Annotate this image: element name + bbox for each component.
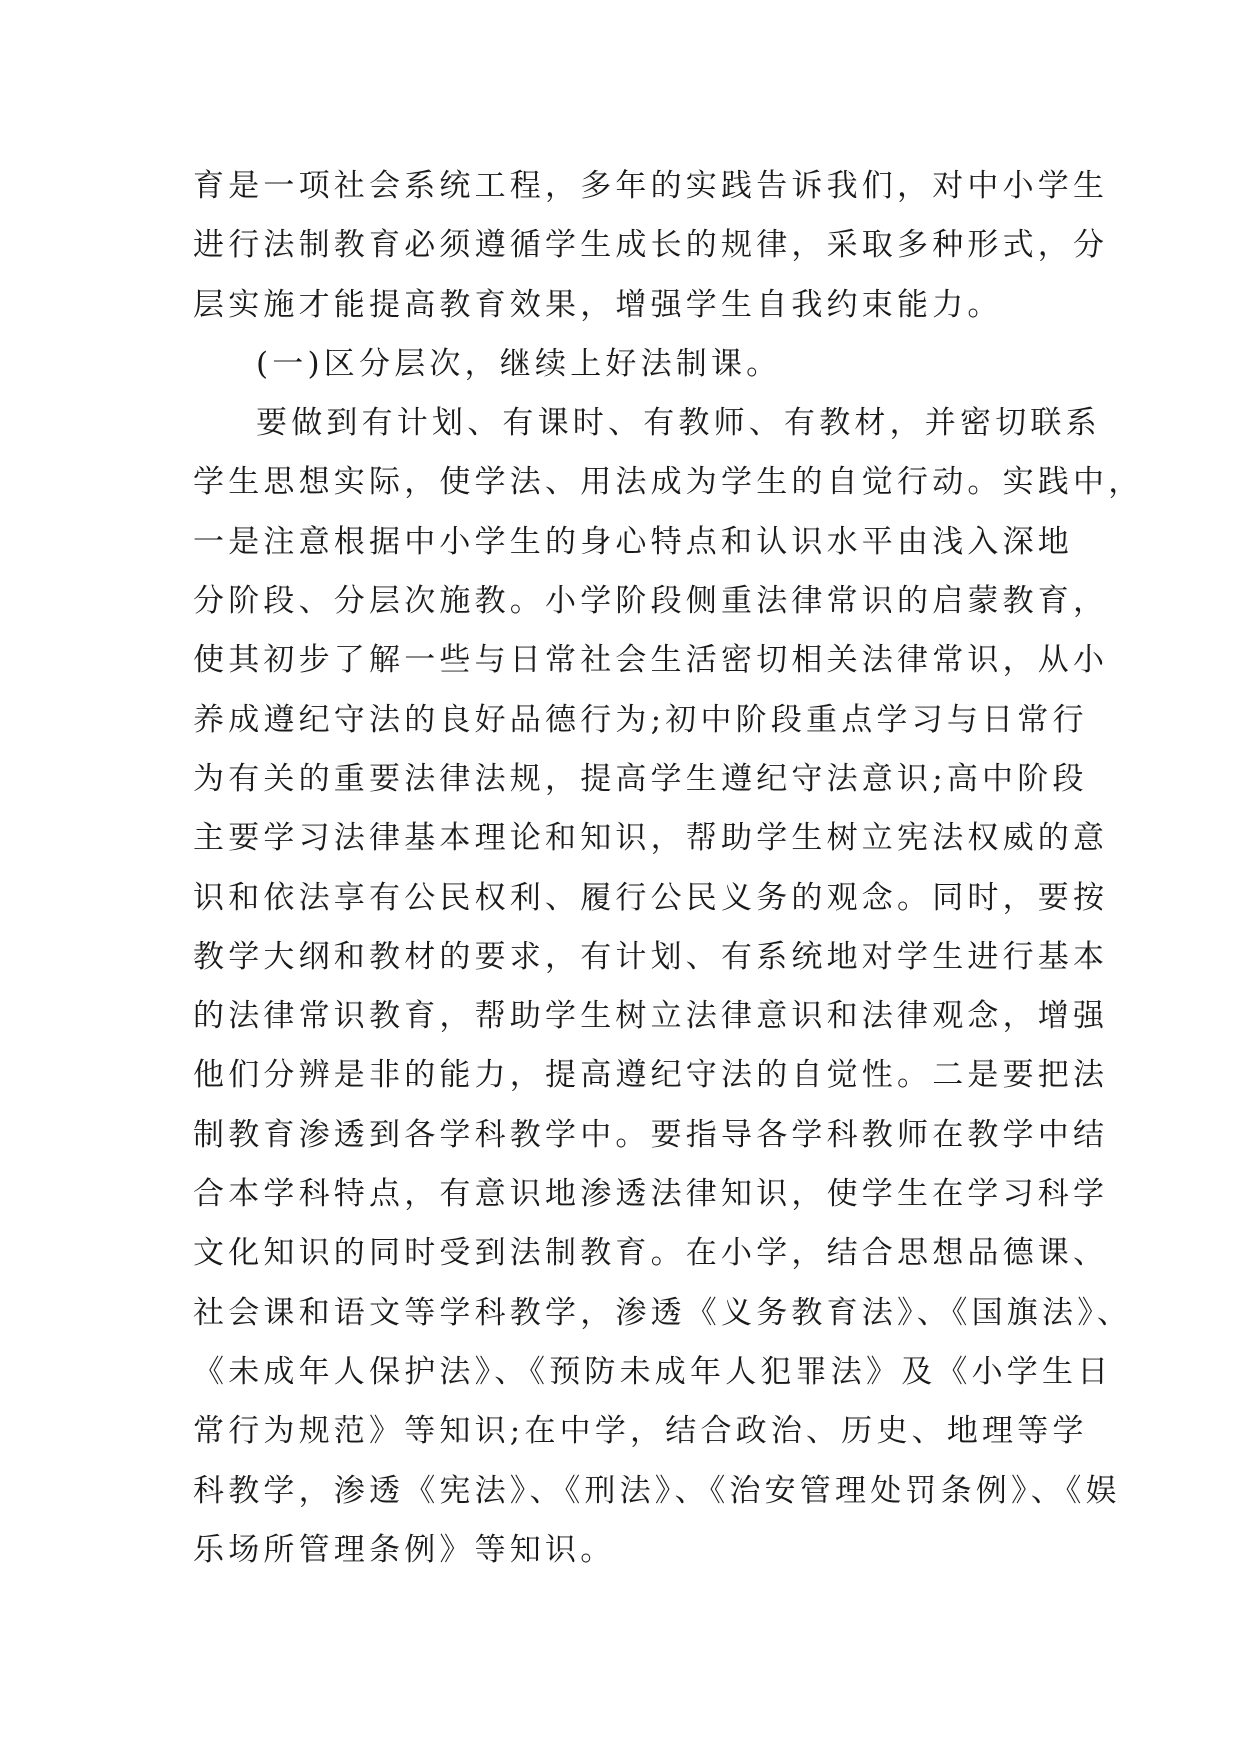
text-line: 科教学，渗透《宪法》、《刑法》、《治安管理处罚条例》、《娱 (193, 1472, 1121, 1509)
section-heading: (一)区分层次，继续上好法制课。 (256, 345, 782, 382)
text-line: 一是注意根据中小学生的身心特点和认识水平由浅入深地 (193, 523, 1073, 560)
text-line: 育是一项社会系统工程，多年的实践告诉我们，对中小学生 (193, 168, 1109, 204)
text-line: 养成遵纪守法的良好品德行为;初中阶段重点学习与日常行 (193, 701, 1088, 738)
text-line: 进行法制教育必须遵循学生成长的规律，采取多种形式，分 (193, 227, 1109, 264)
text-line: 层实施才能提高教育效果，增强学生自我约束能力。 (193, 286, 1003, 323)
text-line: 文化知识的同时受到法制教育。在小学，结合思想品德课、 (193, 1235, 1109, 1272)
text-line: 教学大纲和教材的要求，有计划、有系统地对学生进行基本 (193, 938, 1109, 975)
text-line: 主要学习法律基本理论和知识，帮助学生树立宪法权威的意 (193, 820, 1109, 857)
text-line: 使其初步了解一些与日常社会生活密切相关法律常识，从小 (193, 642, 1109, 679)
paragraph-start-line: 要做到有计划、有课时、有教师、有教材，并密切联系 (256, 405, 1101, 442)
text-line: 制教育渗透到各学科教学中。要指导各学科教师在教学中结 (193, 1116, 1109, 1153)
text-line: 合本学科特点，有意识地渗透法律知识，使学生在学习科学 (193, 1176, 1109, 1213)
text-line: 为有关的重要法律法规，提高学生遵纪守法意识;高中阶段 (193, 760, 1088, 797)
text-line: 他们分辨是非的能力，提高遵纪守法的自觉性。二是要把法 (193, 1057, 1109, 1094)
text-line: 《未成年人保护法》、《预防未成年人犯罪法》及《小学生日 (193, 1353, 1113, 1390)
text-line: 社会课和语文等学科教学，渗透《义务教育法》、《国旗法》、 (193, 1294, 1133, 1331)
text-line: 识和依法享有公民权利、履行公民义务的观念。同时，要按 (193, 879, 1109, 916)
text-line: 乐场所管理条例》等知识。 (193, 1531, 616, 1568)
text-line: 常行为规范》等知识;在中学，结合政治、历史、地理等学 (193, 1413, 1088, 1450)
text-line: 的法律常识教育，帮助学生树立法律意识和法律观念，增强 (193, 998, 1109, 1035)
text-line: 分阶段、分层次施教。小学阶段侧重法律常识的启蒙教育， (193, 583, 1109, 620)
text-line: 学生思想实际，使学法、用法成为学生的自觉行动。实践中， (193, 464, 1144, 501)
body-text (193, 157, 1144, 1580)
